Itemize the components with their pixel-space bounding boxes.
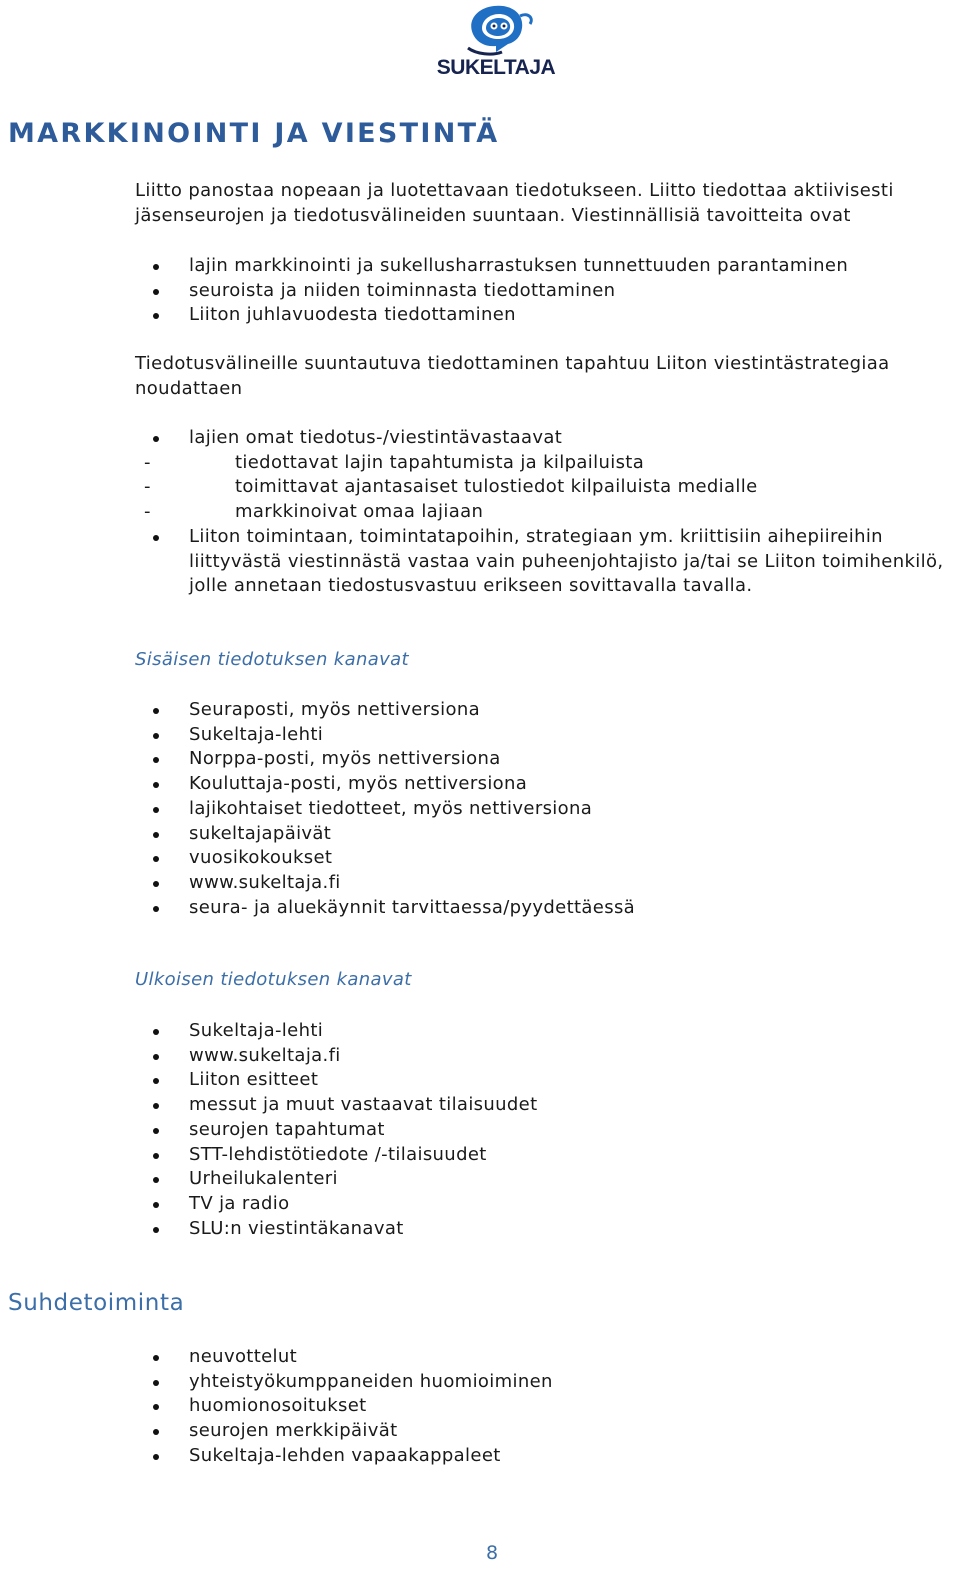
bullet-icon <box>153 436 159 442</box>
list-item: Liiton toimintaan, toimintatapoihin, strategiaan ym. kriittisiin aihepiireihin liittyvästä viestinnästä vastaa vain puheenjohtajisto ja/tai se Liiton toimihenkilö, jolle annetaan tiedostusvastuu erikseen sovittavalla tavalla. <box>0 525 949 599</box>
list-item: huomionosoitukset <box>0 1394 949 1419</box>
list-item: Sukeltaja-lehden vapaakappaleet <box>0 1444 949 1469</box>
list-item: seurojen merkkipäivät <box>0 1419 949 1444</box>
relations-list <box>0 1345 949 1469</box>
bullet-icon <box>153 1103 159 1109</box>
list-item: Sukeltaja-lehti <box>0 1019 949 1044</box>
dash-marker: - <box>144 501 151 523</box>
list-item: Liiton esitteet <box>0 1068 949 1093</box>
bullet-icon <box>153 535 159 541</box>
bullet-icon <box>153 1029 159 1035</box>
list-item: lajikohtaiset tiedotteet, myös nettiversiona <box>0 797 949 822</box>
external-channels-heading: Ulkoisen tiedotuksen kanavat <box>135 969 412 990</box>
list-item: seurojen tapahtumat <box>0 1118 949 1143</box>
sub-list-item: - toimittavat ajantasaiset tulostiedot kilpailuista medialle <box>144 475 949 500</box>
bullet-icon <box>153 1355 159 1361</box>
bullet-icon <box>153 264 159 270</box>
bullet-icon <box>153 733 159 739</box>
bullet-icon <box>153 856 159 862</box>
bullet-icon <box>153 881 159 887</box>
sub-list-item: - markkinoivat omaa lajiaan <box>144 500 949 525</box>
list-item: yhteistyökumppaneiden huomioiminen <box>0 1370 949 1395</box>
bullet-icon <box>153 757 159 763</box>
bullet-icon <box>153 906 159 912</box>
bullet-icon <box>153 313 159 319</box>
bullet-icon <box>153 1054 159 1060</box>
bullet-icon <box>153 832 159 838</box>
bullet-icon <box>153 807 159 813</box>
bullet-icon <box>153 1227 159 1233</box>
bullet-icon <box>153 289 159 295</box>
sub-list <box>144 451 949 525</box>
bullet-icon <box>153 1380 159 1386</box>
page-number: 8 <box>486 1542 499 1564</box>
external-channels-list <box>0 1019 949 1241</box>
logo-wordmark: SUKELTAJA <box>436 56 556 79</box>
list-item: Kouluttaja-posti, myös nettiversiona <box>0 772 949 797</box>
page-title: MARKKINOINTI JA VIESTINTÄ <box>8 118 500 149</box>
list-item: neuvottelut <box>0 1345 949 1370</box>
relations-heading: Suhdetoiminta <box>8 1290 185 1316</box>
list-item: Liiton juhlavuodesta tiedottaminen <box>0 303 949 328</box>
internal-channels-heading: Sisäisen tiedotuksen kanavat <box>135 649 409 670</box>
media-paragraph: Tiedotusvälineille suuntautuva tiedottaminen tapahtuu Liiton viestintästrategiaa noudattaen <box>135 353 890 399</box>
list-item: sukeltajapäivät <box>0 822 949 847</box>
sub-list-item: - tiedottavat lajin tapahtumista ja kilpailuista <box>144 451 949 476</box>
list-item: lajin markkinointi ja sukellusharrastuksen tunnettuuden parantaminen <box>0 254 949 279</box>
list-item: www.sukeltaja.fi <box>0 871 949 896</box>
list-item: STT-lehdistötiedote /-tilaisuudet <box>0 1143 949 1168</box>
internal-channels-list <box>0 698 949 920</box>
media-list <box>0 426 949 599</box>
bullet-icon <box>153 1128 159 1134</box>
bullet-icon <box>153 1454 159 1460</box>
list-item: TV ja radio <box>0 1192 949 1217</box>
bullet-icon <box>153 1202 159 1208</box>
list-item: vuosikokoukset <box>0 846 949 871</box>
bullet-icon <box>153 782 159 788</box>
bullet-icon <box>153 1177 159 1183</box>
list-item: Seuraposti, myös nettiversiona <box>0 698 949 723</box>
bullet-icon <box>153 1078 159 1084</box>
bullet-icon <box>153 1153 159 1159</box>
list-item: Norppa-posti, myös nettiversiona <box>0 747 949 772</box>
goals-list <box>0 254 949 328</box>
list-item: Urheilukalenteri <box>0 1167 949 1192</box>
bullet-icon <box>153 1404 159 1410</box>
list-item: lajien omat tiedotus-/viestintävastaavat - tiedottavat lajin tapahtumista ja kilpailuista - toimittavat ajantasaiset tulostiedot kilpailuista medialle - markkinoivat omaa lajiaan <box>0 426 949 525</box>
list-item: Sukeltaja-lehti <box>0 723 949 748</box>
dash-marker: - <box>144 476 151 498</box>
list-item: SLU:n viestintäkanavat <box>0 1217 949 1242</box>
sukeltaja-logo <box>436 2 556 82</box>
diver-mascot-icon <box>436 2 556 58</box>
intro-paragraph: Liitto panostaa nopeaan ja luotettavaan tiedotukseen. Liitto tiedottaa aktiivisesti jäsenseurojen ja tiedotusvälineiden suuntaan. Viestinnällisiä tavoitteita ovat <box>135 180 894 226</box>
list-item: seuroista ja niiden toiminnasta tiedottaminen <box>0 279 949 304</box>
list-item: www.sukeltaja.fi <box>0 1044 949 1069</box>
list-item: messut ja muut vastaavat tilaisuudet <box>0 1093 949 1118</box>
bullet-icon <box>153 708 159 714</box>
bullet-icon <box>153 1429 159 1435</box>
dash-marker: - <box>144 451 151 473</box>
list-item: seura- ja aluekäynnit tarvittaessa/pyydettäessä <box>0 896 949 921</box>
